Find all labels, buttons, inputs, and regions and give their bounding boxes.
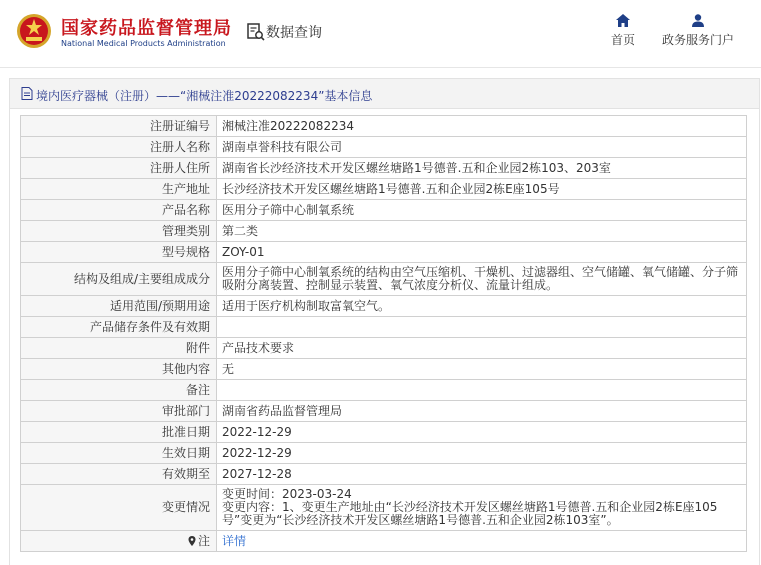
table-row — [21, 179, 747, 200]
national-emblem-logo — [16, 13, 52, 49]
table-row — [21, 317, 747, 338]
details-link[interactable]: 详情 — [222, 533, 247, 548]
row-label: 注册人名称 — [21, 137, 217, 158]
table-row — [21, 158, 747, 179]
user-icon — [691, 14, 705, 27]
panel-title: 境内医疗器械（注册）——“湘械注准20222082234”基本信息 — [36, 89, 373, 103]
row-label: 审批部门 — [21, 401, 217, 422]
panel-header — [10, 79, 759, 109]
data-query-link[interactable]: 数据查询 — [266, 25, 322, 41]
row-label: 结构及组成/主要组成成分 — [21, 263, 217, 296]
table-row — [21, 116, 747, 137]
row-label: 附件 — [21, 338, 217, 359]
note-label: 注 — [197, 533, 210, 548]
row-value: 湖南省药品监督管理局 — [217, 401, 747, 422]
brand-name-cn: 国家药品监督管理局 — [61, 18, 232, 39]
row-value: ZOY-01 — [217, 242, 747, 263]
row-value: 湘械注准20222082234 — [217, 116, 747, 137]
row-label: 变更情况 — [21, 485, 217, 531]
row-label — [21, 531, 217, 552]
table-row — [21, 338, 747, 359]
row-label: 有效期至 — [21, 464, 217, 485]
row-value — [217, 485, 747, 531]
row-value: 湖南卓誉科技有限公司 — [217, 137, 747, 158]
row-value: 2027-12-28 — [217, 464, 747, 485]
table-row — [21, 443, 747, 464]
row-value: 长沙经济技术开发区螺丝塘路1号德普.五和企业园2栋E座105号 — [217, 179, 747, 200]
row-label: 生产地址 — [21, 179, 217, 200]
change-time: 变更时间：2023-03-24 — [222, 487, 352, 501]
brand-name-en: National Medical Products Administration — [61, 39, 226, 48]
document-icon — [21, 87, 33, 100]
row-value: 产品技术要求 — [217, 338, 747, 359]
row-value: 湖南省长沙经济技术开发区螺丝塘路1号德普.五和企业园2栋103、203室 — [217, 158, 747, 179]
row-label: 批准日期 — [21, 422, 217, 443]
row-label: 适用范围/预期用途 — [21, 296, 217, 317]
row-label: 注册人住所 — [21, 158, 217, 179]
row-label: 产品名称 — [21, 200, 217, 221]
table-row — [21, 422, 747, 443]
row-value — [217, 531, 747, 552]
row-value: 2022-12-29 — [217, 443, 747, 464]
table-row — [21, 296, 747, 317]
row-label: 型号规格 — [21, 242, 217, 263]
table-row — [21, 200, 747, 221]
row-value: 适用于医疗机构制取富氧空气。 — [217, 296, 747, 317]
row-label: 其他内容 — [21, 359, 217, 380]
detail-panel — [9, 78, 760, 565]
table-row — [21, 263, 747, 296]
change-content: 变更内容：1、变更生产地址由“长沙经济技术开发区螺丝塘路1号德普.五和企业园2栋E座105号”变更为“长沙经济技术开发区螺丝塘路1号德普.五和企业园2栋103室”。 — [222, 500, 718, 527]
row-value — [217, 380, 747, 401]
table-row — [21, 464, 747, 485]
location-pin-icon — [188, 536, 196, 546]
nav-service-portal[interactable] — [656, 14, 740, 48]
row-value: 医用分子筛中心制氧系统 — [217, 200, 747, 221]
nav-home-label: 首页 — [610, 33, 635, 47]
table-row — [21, 380, 747, 401]
table-row — [21, 485, 747, 531]
site-header — [0, 0, 761, 68]
nav-service-portal-label: 政务服务门户 — [661, 33, 734, 47]
row-value — [217, 317, 747, 338]
data-query-icon[interactable] — [246, 22, 266, 42]
table-row — [21, 242, 747, 263]
row-label: 生效日期 — [21, 443, 217, 464]
row-label: 注册证编号 — [21, 116, 217, 137]
row-value: 2022-12-29 — [217, 422, 747, 443]
table-row — [21, 221, 747, 242]
row-value: 第二类 — [217, 221, 747, 242]
row-label: 管理类别 — [21, 221, 217, 242]
row-label: 备注 — [21, 380, 217, 401]
table-row — [21, 359, 747, 380]
info-table — [20, 115, 747, 552]
row-value: 无 — [217, 359, 747, 380]
home-icon — [616, 14, 630, 27]
row-value: 医用分子筛中心制氧系统的结构由空气压缩机、干燥机、过滤器组、空气储罐、氧气储罐、分子筛吸附分离装置、控制显示装置、氧气浓度分析仪、流量计组成。 — [217, 263, 747, 296]
nav-home[interactable] — [606, 14, 640, 48]
table-row — [21, 531, 747, 552]
row-label: 产品储存条件及有效期 — [21, 317, 217, 338]
table-row — [21, 137, 747, 158]
table-row — [21, 401, 747, 422]
